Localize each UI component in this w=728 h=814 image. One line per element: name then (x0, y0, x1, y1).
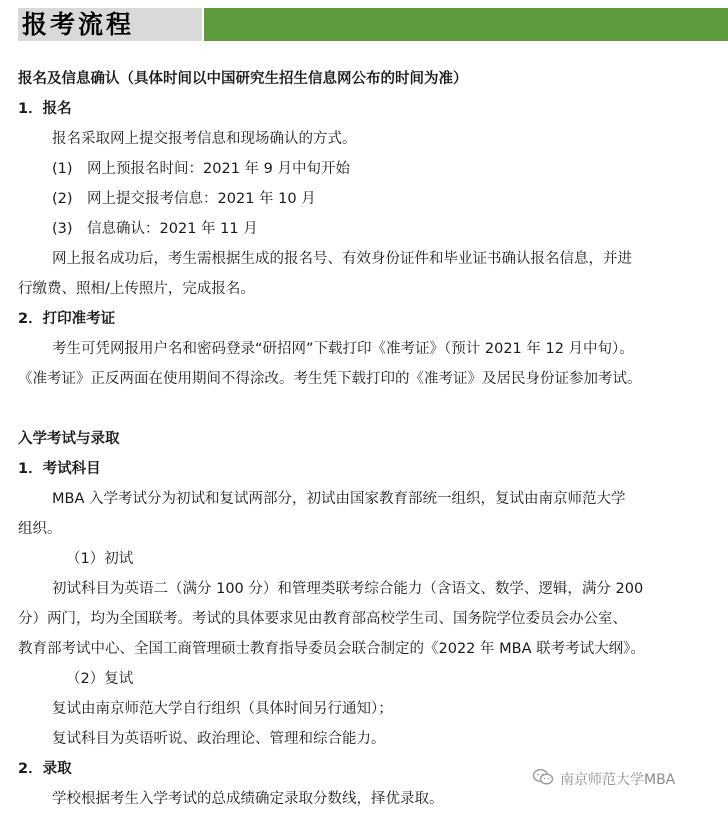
section-heading-exam: 入学考试与录取 (18, 431, 120, 447)
paragraph-line: MBA 入学考试分为初试和复试两部分，初试由国家教育部统一组织，复试由南京师范大学 (52, 491, 626, 507)
section-heading-registration: 报名及信息确认（具体时间以中国研究生招生信息网公布的时间为准） (18, 71, 468, 87)
paragraph-line: 复试科目为英语听说、政治理论、管理和综合能力。 (52, 731, 386, 747)
paragraph-line: 《准考证》正反两面在使用期间不得涂改。考生凭下载打印的《准考证》及居民身份证参加考试。 (18, 371, 642, 387)
list-item: (2) 网上提交报考信息：2021 年 10 月 (52, 191, 316, 207)
paragraph-line: 复试由南京师范大学自行组织（具体时间另行通知）； (52, 701, 393, 717)
list-item: (1) 网上预报名时间：2021 年 9 月中旬开始 (52, 161, 350, 177)
paragraph-line: 教育部考试中心、全国工商管理硕士教育指导委员会联合制定的《2022 年 MBA 联考考试大纲》。 (18, 641, 645, 657)
paragraph-line: 网上报名成功后，考生需根据生成的报名号、有效身份证件和毕业证书确认报名信息，并进 (52, 251, 632, 267)
paragraph: 报名采取网上提交报考信息和现场确认的方式。 (52, 131, 357, 147)
subsection-title-admission: 2．录取 (18, 761, 72, 777)
paragraph-line: 组织。 (18, 521, 62, 537)
list-item-title: （2）复试 (66, 671, 134, 687)
spacer (18, 394, 718, 424)
paragraph-line: 初试科目为英语二（满分 100 分）和管理类联考综合能力（含语文、数学、逻辑，满分 200 (52, 581, 644, 597)
list-item-title: （1）初试 (66, 551, 134, 567)
paragraph-line: 分）两门，均为全国联考。考试的具体要求见由教育部高校学生司、国务院学位委员会办公室、 (18, 611, 627, 627)
page-title: 报考流程 (18, 8, 204, 41)
paragraph-line: 考生可凭网报用户名和密码登录“研招网”下载打印《准考证》（预计 2021 年 12 月中旬）。 (52, 341, 634, 357)
paragraph-line: 行缴费、照相/上传照片，完成报名。 (18, 281, 255, 297)
watermark (532, 768, 675, 790)
paragraph-line: 学校根据考生入学考试的总成绩确定录取分数线，择优录取。 (52, 791, 444, 807)
subsection-title-registration: 1．报名 (18, 101, 72, 117)
document-body (18, 64, 718, 814)
subsection-title-admission-ticket: 2．打印准考证 (18, 311, 116, 327)
wechat-icon (532, 768, 554, 790)
subsection-title-subjects: 1．考试科目 (18, 461, 101, 477)
watermark-text: 南京师范大学MBA (560, 772, 676, 788)
list-item: (3) 信息确认：2021 年 11 月 (52, 221, 258, 237)
